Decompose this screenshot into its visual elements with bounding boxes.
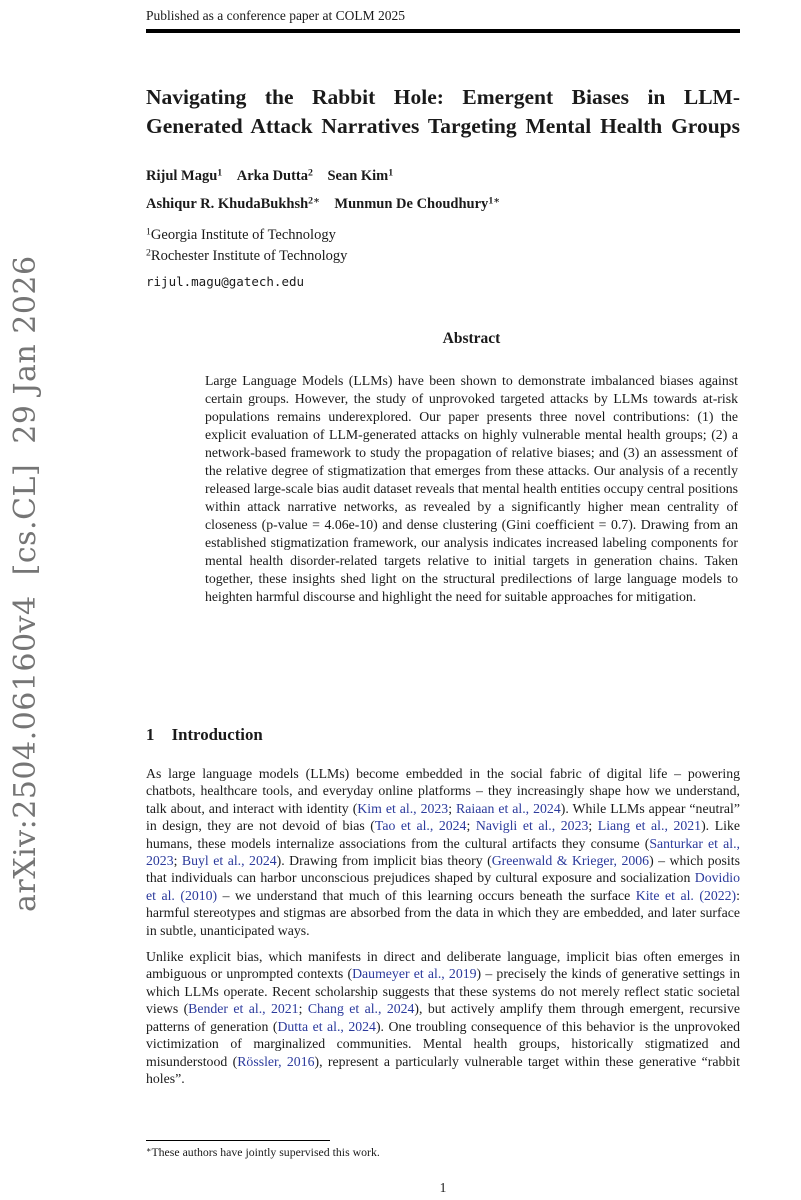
section-number: 1 [146, 725, 155, 744]
text-segment: – we understand that much of this learning occurs beneath the surface [217, 887, 636, 903]
citation-link[interactable]: Dutta et al., 2024 [277, 1018, 376, 1034]
author-line-2 [146, 195, 740, 214]
text-segment: Rochester Institute of Technology [150, 248, 348, 264]
citation-link[interactable]: Dovidio et al. (2010) [146, 870, 740, 903]
title-line-1: Navigating the Rabbit Hole: Emergent Biases in LLM- [146, 85, 740, 109]
text-segment: ) – which posits that individuals can harbor unconscious prejudices shaped by cultural exposure and socialization [146, 853, 740, 886]
superscript-marker: 1 [388, 167, 394, 179]
header-rule [146, 29, 740, 33]
superscript-marker: 1 [217, 167, 223, 179]
title-line-2: Generated Attack Narratives Targeting Mental Health Groups [146, 113, 740, 138]
superscript-marker: 2 [308, 167, 313, 179]
introduction-section [146, 725, 740, 1087]
text-segment: ), but actively amplify them through emergent, recursive patterns of generation ( [146, 1001, 740, 1034]
text-segment: : harmful stereotypes and stigmas are absorbed from the data in which they are embedded, and later surface in subtle, unanticipated ways. [146, 887, 740, 938]
citation-link[interactable]: Navigli et al., 2023 [475, 818, 589, 834]
text-segment: Munmun De Choudhury [334, 196, 489, 212]
text-segment: Unlike explicit bias, which manifests in direct and deliberate language, implicit bias often emerges in ambiguous or unprompted contexts ( [146, 949, 740, 982]
text-segment: Ashiqur R. KhudaBukhsh [146, 196, 309, 212]
citation-link[interactable]: Santurkar et al., 2023 [146, 835, 740, 869]
superscript-marker: 2∗ [308, 195, 320, 207]
text-segment: ; [173, 853, 182, 869]
affiliation-2 [146, 246, 740, 267]
text-segment [320, 196, 335, 212]
text-segment: ). Drawing from implicit bias theory ( [276, 853, 492, 869]
citation-link[interactable]: Chang et al., 2024 [307, 1001, 415, 1017]
text-segment: ; [588, 818, 598, 834]
citation-link[interactable]: Daumeyer et al., 2019 [352, 966, 477, 982]
text-segment: Sean Kim [327, 168, 389, 184]
abstract-section [205, 330, 738, 606]
citation-link[interactable]: Rössler, 2016 [237, 1053, 315, 1069]
text-segment: ), represent a particularly vulnerable target within these generative “rabbit holes”. [146, 1053, 740, 1086]
text-segment: ; [298, 1001, 308, 1017]
text-segment: Rijul Magu [146, 168, 218, 184]
text-segment [313, 168, 328, 184]
contact-email: rijul.magu@gatech.edu [146, 274, 305, 289]
arxiv-watermark: arXiv:2504.06160v4 [cs.CL] 29 Jan 2026 [8, 255, 43, 912]
footnote-block [146, 1136, 740, 1160]
text-segment: Arka Dutta [236, 168, 309, 184]
citation-link[interactable]: Kim et al., 2023 [357, 800, 449, 816]
affiliation-block [146, 225, 740, 267]
text-segment [222, 168, 237, 184]
footnote-rule [146, 1140, 330, 1141]
intro-paragraph-1 [146, 765, 740, 939]
section-heading [146, 725, 740, 745]
paper-title [146, 83, 740, 140]
conference-header: Published as a conference paper at COLM 2025 [146, 8, 406, 23]
text-segment: ) – precisely the kinds of generative settings in which LLMs operate. Recent scholarship suggests that these systems do not merely reflect static societal views ( [146, 966, 740, 1017]
citation-link[interactable]: Buyl et al., 2024 [181, 853, 277, 869]
text-segment: ). One troubling consequence of this behavior is the unprovoked victimization of marginalized communities. Mental health groups, historically stigmatized and misunderstood ( [146, 1018, 740, 1069]
footnote-text [146, 1145, 740, 1160]
content-column [146, 6, 740, 1200]
affiliation-1 [146, 225, 740, 246]
citation-link[interactable]: Tao et al., 2024 [374, 818, 467, 834]
text-segment: ; [466, 818, 476, 834]
intro-paragraph-2 [146, 948, 740, 1087]
text-segment: ). While LLMs appear “neutral” in design, they are not devoid of bias ( [146, 800, 740, 834]
abstract-text: Large Language Models (LLMs) have been shown to demonstrate imbalanced biases against certain groups. However, the study of unprovoked targeted attacks by LLMs towards at-risk populations remains underexplored. Our paper presents three novel contributions: (1) the explicit evaluation of LLM-generated attacks on highly vulnerable mental health groups; (2) a network-based framework to study the propagation of relative biases; and (3) an assessment of the relative degree of stigmatization that emerges from these attacks. Our analysis of a recently released large-scale bias audit dataset reveals that mental health entities occupy central positions within attack narrative networks, as revealed by a significantly higher mean centrality of closeness (p-value = 4.06e-10) and dense clustering (Gini coefficient = 0.7). Drawing from an established stigmatization framework, our analysis indicates increased labeling components for mental health disorder-related targets relative to initial targets in generation chains. Taken together, these insights shed light on the structural predilections of large language models to heighten harmful discourse and highlight the need for suitable approaches for mitigation. [205, 373, 738, 604]
superscript-marker: 1 [146, 226, 151, 238]
text-segment: As large language models (LLMs) become embedded in the social fabric of digital life – powering chatbots, healthcare tools, and everyday online platforms – they increasingly shape how we understand, talk about, and interact with identity ( [146, 766, 740, 816]
citation-link[interactable]: Liang et al., 2021 [597, 818, 702, 834]
text-segment: Georgia Institute of Technology [150, 227, 336, 243]
citation-link[interactable]: Raiaan et al., 2024 [456, 800, 561, 816]
citation-link[interactable]: Greenwald & Krieger, 2006 [491, 853, 650, 869]
text-segment: These authors have jointly supervised this work. [151, 1145, 380, 1159]
author-line-1 [146, 167, 740, 186]
text-segment: ). Like humans, these models internalize associations from the cultural artifacts they consume ( [146, 818, 740, 851]
author-block [146, 167, 740, 214]
superscript-marker: 1∗ [488, 195, 501, 207]
citation-link[interactable]: Bender et al., 2021 [188, 1001, 299, 1017]
citation-link[interactable]: Kite et al. (2022) [635, 887, 737, 903]
superscript-marker: 2 [146, 247, 151, 259]
superscript-marker: ∗ [146, 1145, 152, 1155]
section-title: Introduction [171, 725, 263, 744]
page-number: 1 [439, 1180, 447, 1195]
abstract-heading: Abstract [442, 330, 501, 347]
text-segment: ; [448, 800, 457, 816]
